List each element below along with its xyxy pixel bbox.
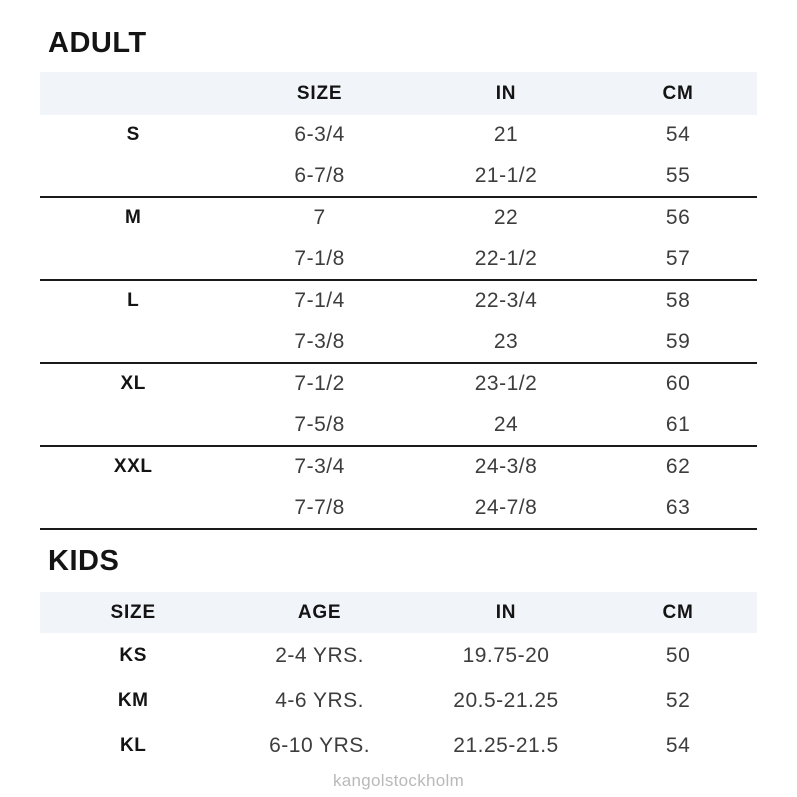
kids-table-body <box>40 633 757 768</box>
centimeters-cell: 54 <box>665 733 691 757</box>
adult-column-header-size: SIZE <box>296 82 343 104</box>
table-row <box>40 281 757 322</box>
centimeters-cell: 56 <box>665 206 691 230</box>
adult-column-header-in: IN <box>495 82 517 104</box>
adult-size-table <box>40 72 757 530</box>
inches-cell: 22 <box>493 206 519 230</box>
hat-size-cell: 7-5/8 <box>294 412 345 436</box>
centimeters-cell: 58 <box>665 289 691 313</box>
hat-size-cell: 7-7/8 <box>294 495 345 519</box>
hat-size-cell: 7-1/4 <box>294 289 345 313</box>
table-row <box>40 678 757 723</box>
size-label-cell: XL <box>120 373 146 395</box>
kids-column-header-cm: CM <box>662 601 694 623</box>
table-row <box>40 447 757 488</box>
adult-size-group <box>40 281 757 364</box>
table-row <box>40 198 757 239</box>
hat-size-cell: 7-1/2 <box>294 372 345 396</box>
adult-size-group <box>40 198 757 281</box>
hat-size-cell: 6-7/8 <box>294 163 345 187</box>
centimeters-cell: 62 <box>665 455 691 479</box>
table-row <box>40 405 757 446</box>
inches-cell: 23 <box>493 329 519 353</box>
adult-table-header-row <box>40 72 757 115</box>
centimeters-cell: 54 <box>665 123 691 147</box>
adult-size-group <box>40 364 757 447</box>
kids-section-title: KIDS <box>48 545 120 577</box>
table-row <box>40 364 757 405</box>
kids-size-table <box>40 592 757 768</box>
size-label-cell: S <box>126 124 140 146</box>
kids-column-header-age: AGE <box>297 601 342 623</box>
table-row <box>40 322 757 363</box>
inches-cell: 24 <box>493 412 519 436</box>
adult-section-title: ADULT <box>48 27 147 59</box>
hat-size-cell: 6-3/4 <box>294 123 345 147</box>
hat-size-cell: 7-3/4 <box>294 455 345 479</box>
centimeters-cell: 52 <box>665 688 691 712</box>
table-row <box>40 633 757 678</box>
inches-cell: 21 <box>493 123 519 147</box>
inches-cell: 21-1/2 <box>474 163 538 187</box>
hat-size-cell: 7-3/8 <box>294 329 345 353</box>
table-row <box>40 239 757 280</box>
inches-cell: 24-7/8 <box>474 495 538 519</box>
table-row <box>40 723 757 768</box>
size-label-cell: KS <box>119 644 147 666</box>
kids-table-header-row <box>40 592 757 633</box>
size-label-cell: M <box>124 207 142 229</box>
centimeters-cell: 60 <box>665 372 691 396</box>
size-label-cell: KL <box>119 734 147 756</box>
table-row <box>40 488 757 529</box>
inches-cell: 24-3/8 <box>474 455 538 479</box>
adult-column-header-cm: CM <box>662 82 694 104</box>
adult-size-group <box>40 447 757 530</box>
watermark-text: kangolstockholm <box>332 771 465 790</box>
kids-column-header-in: IN <box>495 601 517 623</box>
size-label-cell: KM <box>117 689 149 711</box>
table-row <box>40 156 757 197</box>
inches-cell: 20.5-21.25 <box>453 688 559 712</box>
kids-column-header-size: SIZE <box>110 601 156 623</box>
centimeters-cell: 61 <box>665 412 691 436</box>
inches-cell: 19.75-20 <box>462 643 550 667</box>
hat-size-cell: 7-1/8 <box>294 246 345 270</box>
inches-cell: 22-3/4 <box>474 289 538 313</box>
size-label-cell: XXL <box>113 456 153 478</box>
age-cell: 4-6 YRS. <box>275 688 365 712</box>
centimeters-cell: 57 <box>665 246 691 270</box>
table-row <box>40 115 757 156</box>
centimeters-cell: 63 <box>665 495 691 519</box>
size-label-cell: L <box>127 290 140 312</box>
inches-cell: 23-1/2 <box>474 372 538 396</box>
centimeters-cell: 50 <box>665 643 691 667</box>
centimeters-cell: 55 <box>665 163 691 187</box>
age-cell: 2-4 YRS. <box>275 643 365 667</box>
inches-cell: 22-1/2 <box>474 246 538 270</box>
adult-table-body <box>40 115 757 530</box>
adult-size-group <box>40 115 757 198</box>
inches-cell: 21.25-21.5 <box>453 733 559 757</box>
age-cell: 6-10 YRS. <box>269 733 371 757</box>
hat-size-cell: 7 <box>313 206 326 230</box>
centimeters-cell: 59 <box>665 329 691 353</box>
